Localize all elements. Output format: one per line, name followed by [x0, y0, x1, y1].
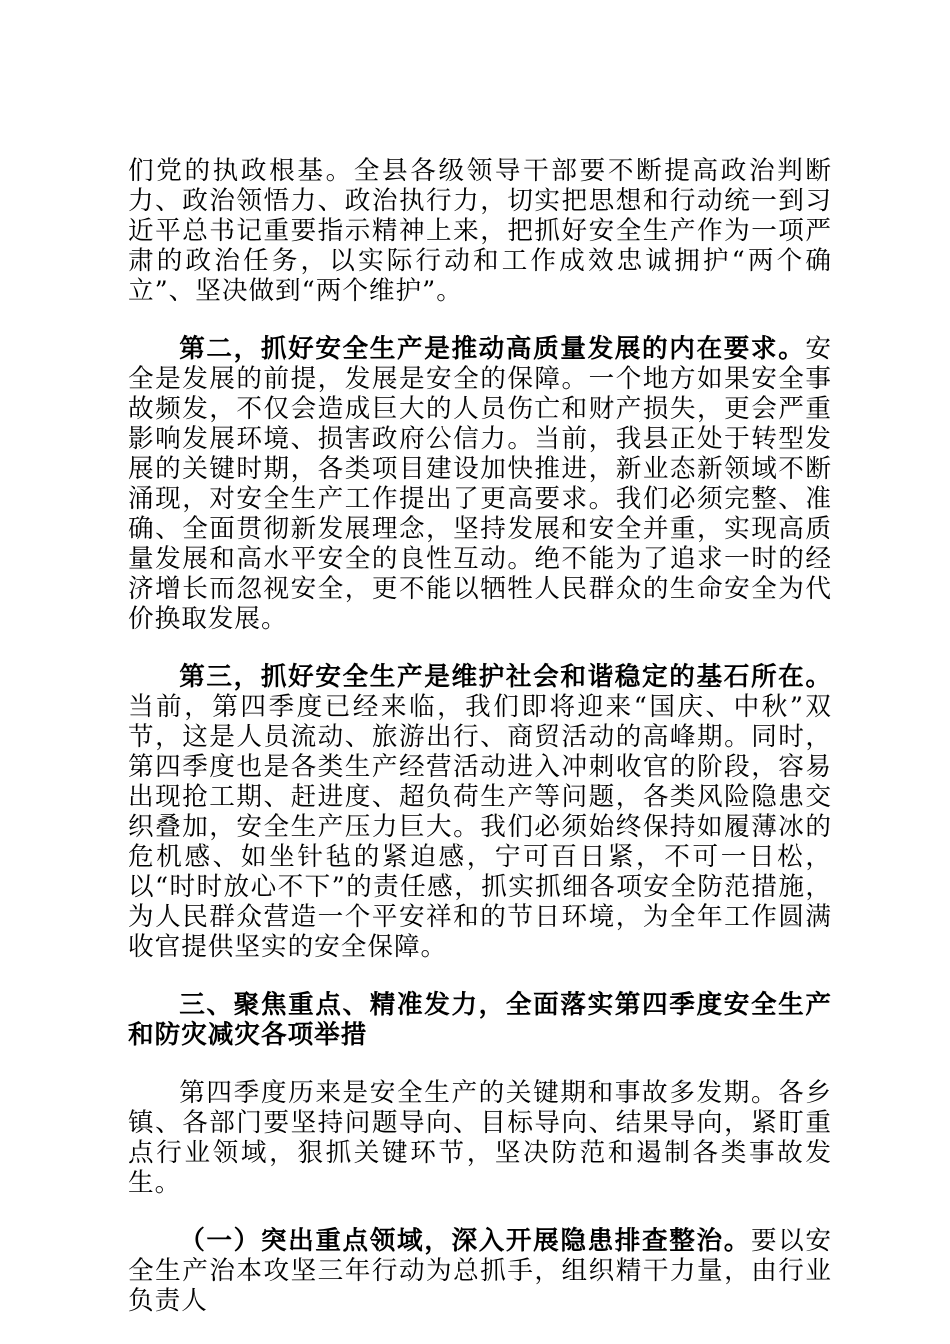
- paragraph-text: 要以安全生产治本攻坚三年行动为总抓手，组织精干力量，由行业负责人: [128, 1226, 832, 1316]
- paragraph-text: 们党的执政根基。全县各级领导干部要不断提高政治判断力、政治领悟力、政治执行力，切实把思想和行动统一到习近平总书记重要指示精神上来，把抓好安全生产作为一项严肃的政治任务，以实际行动和工作成效忠诚拥护“两个确立”、坚决做到“两个维护”。: [128, 156, 832, 306]
- paragraph-text: 安全是发展的前提，发展是安全的保障。一个地方如果安全事故频发，不仅会造成巨大的人员伤亡和财产损失，更会严重影响发展环境、损害政府公信力。当前，我县正处于转型发展的关键时期，各类项目建设加快推进，新业态新领域不断涌现，对安全生产工作提出了更高要求。我们必须完整、准确、全面贯彻新发展理念，坚持发展和安全并重，实现高质量发展和高水平安全的良性互动。绝不能为了追求一时的经济增长而忽视安全，更不能以牺牲人民群众的生命安全为代价换取发展。: [128, 334, 832, 634]
- section-heading: [128, 990, 832, 1050]
- paragraph-continuation: [128, 156, 832, 306]
- paragraph-third-point: [128, 662, 832, 962]
- paragraph-text: 当前，第四季度已经来临，我们即将迎来“国庆、中秋”双节，这是人员流动、旅游出行、商贸活动的高峰期。同时，第四季度也是各类生产经营活动进入冲刺收官的阶段，容易出现抢工期、赶进度、超负荷生产等问题，各类风险隐患交织叠加，安全生产压力巨大。我们必须始终保持如履薄冰的危机感、如坐针毡的紧迫感，宁可百日紧，不可一日松，以“时时放心不下”的责任感，抓实抓细各项安全防范措施，为人民群众营造一个平安祥和的节日环境，为全年工作圆满收官提供坚实的安全保障。: [128, 692, 832, 962]
- paragraph-lead-bold: 第二，抓好安全生产是推动高质量发展的内在要求。: [179, 334, 806, 364]
- paragraph-lead-bold: 第三，抓好安全生产是维护社会和谐稳定的基石所在。: [179, 662, 832, 692]
- paragraph-lead-bold: （一）突出重点领域，深入开展隐患排查整治。: [179, 1226, 751, 1256]
- paragraph-subpoint-one: [128, 1226, 832, 1316]
- paragraph-section-intro: [128, 1078, 832, 1198]
- document-page: [128, 156, 832, 1344]
- section-heading-text: 三、聚焦重点、精准发力，全面落实第四季度安全生产和防灾减灾各项举措: [128, 990, 832, 1050]
- paragraph-second-point: [128, 334, 832, 634]
- paragraph-text: 第四季度历来是安全生产的关键期和事故多发期。各乡镇、各部门要坚持问题导向、目标导向、结果导向，紧盯重点行业领域，狠抓关键环节，坚决防范和遏制各类事故发生。: [128, 1078, 832, 1198]
